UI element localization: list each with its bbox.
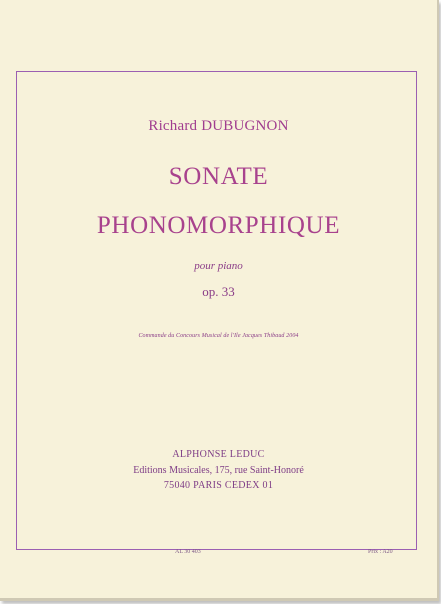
- catalog-number: AL 30 403: [175, 549, 201, 555]
- publisher-city: 75040 PARIS CEDEX 01: [163, 480, 274, 491]
- instrument-subtitle: pour piano: [194, 260, 243, 272]
- publisher-name: ALPHONSE LEDUC: [172, 449, 265, 460]
- opus-number: op. 33: [202, 284, 235, 299]
- commission-note: Commande du Concours Musical de l'Ile Jacques Thibaud 2004: [138, 333, 299, 339]
- cover-frame: [16, 71, 417, 550]
- composer-name: Richard DUBUGNON: [148, 118, 289, 134]
- price-code: Prix : A20: [368, 549, 393, 555]
- publisher-address: Editions Musicales, 175, rue Saint-Honoré: [133, 465, 304, 476]
- title-line-1: SONATE: [168, 163, 269, 190]
- title-line-2: PHONOMORPHIQUE: [96, 212, 341, 239]
